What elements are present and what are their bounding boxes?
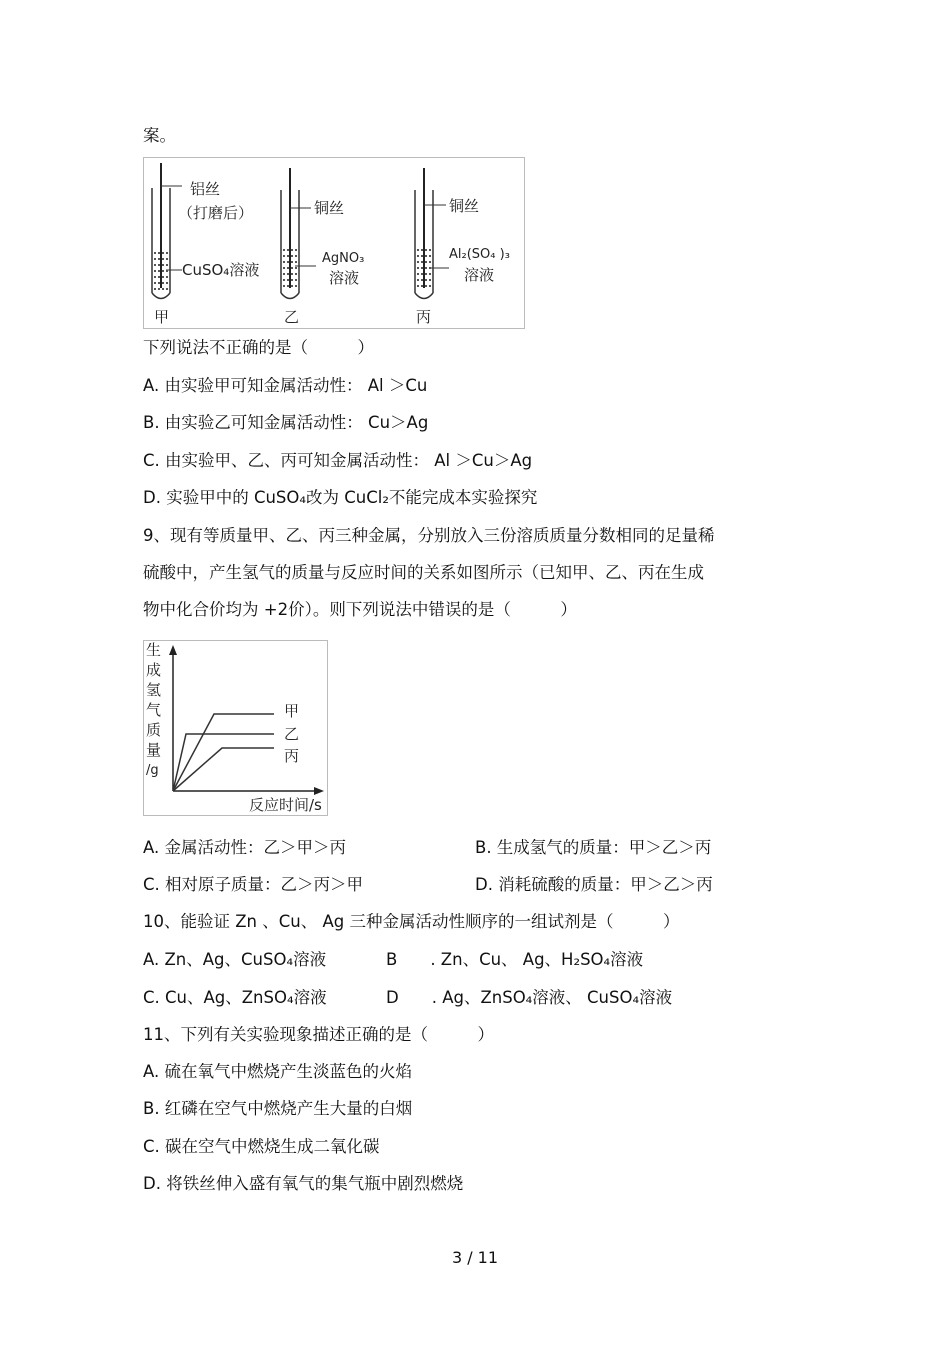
q11-option-c: C. 碳在空气中燃烧生成二氧化碳 xyxy=(143,1137,380,1156)
q10-option-a: A. Zn、Ag、CuSO₄溶液 xyxy=(143,950,327,969)
tube1-name: 甲 xyxy=(154,308,170,326)
tube2-name: 乙 xyxy=(284,308,300,326)
y-label-char-2: 成 xyxy=(146,661,162,679)
y-axis-arrow-icon xyxy=(169,645,177,655)
q10-stem: 10、能验证 Zn 、Cu、 Ag 三种金属活动性顺序的一组试剂是（ ） xyxy=(143,912,680,931)
tube2-solution-label-b: 溶液 xyxy=(329,269,360,287)
intro-tail: 案。 xyxy=(143,126,176,145)
series-bing-label: 丙 xyxy=(284,747,300,765)
q9-line-2: 硫酸中，产生氢气的质量与反应时间的关系如图所示（已知甲、乙、丙在生成 xyxy=(143,563,704,582)
tube2-wire-label: 铜丝 xyxy=(314,199,345,217)
y-label-char-5: 质 xyxy=(146,721,162,739)
q11-option-b: B. 红磷在空气中燃烧产生大量的白烟 xyxy=(143,1099,413,1118)
series-jia-label: 甲 xyxy=(284,702,300,720)
series-jia-line xyxy=(173,714,274,791)
q9-line-1: 9、现有等质量甲、乙、丙三种金属，分别放入三份溶质质量分数相同的足量稀 xyxy=(143,526,715,545)
q9-option-a: A. 金属活动性：乙＞甲＞丙 xyxy=(143,838,346,857)
q8-option-d: D. 实验甲中的 CuSO₄改为 CuCl₂不能完成本实验探究 xyxy=(143,488,538,507)
q10-option-c: C. Cu、Ag、ZnSO₄溶液 xyxy=(143,988,327,1007)
q11-stem: 11、下列有关实验现象描述正确的是（ ） xyxy=(143,1025,494,1044)
y-label-char-4: 气 xyxy=(146,701,162,719)
y-label-char-3: 氢 xyxy=(146,681,162,699)
x-axis-arrow-icon xyxy=(314,787,324,795)
y-label-char-7: /g xyxy=(146,763,159,778)
series-bing-line xyxy=(173,748,274,791)
test-tube-1-icon xyxy=(152,163,182,299)
q9-option-c: C. 相对原子质量：乙＞丙＞甲 xyxy=(143,875,364,894)
test-tube-figure xyxy=(143,157,525,329)
q9-line-3: 物中化合价均为 +2价）。则下列说法中错误的是（ ） xyxy=(143,600,577,619)
q11-option-d: D. 将铁丝伸入盛有氧气的集气瓶中剧烈燃烧 xyxy=(143,1174,464,1193)
y-label-char-6: 量 xyxy=(146,741,162,759)
series-yi-label: 乙 xyxy=(284,725,300,743)
tube3-solution-label-b: 溶液 xyxy=(464,266,495,284)
hydrogen-mass-graph xyxy=(143,640,328,816)
tube3-wire-label: 铜丝 xyxy=(449,197,480,215)
q9-option-b: B. 生成氢气的质量：甲＞乙＞丙 xyxy=(475,838,712,857)
tube3-solution-label-a: Al₂(SO₄ )₃ xyxy=(449,247,510,262)
q10-option-b: B . Zn、Cu、 Ag、H₂SO₄溶液 xyxy=(386,950,644,969)
y-label-char-1: 生 xyxy=(146,641,162,659)
x-axis-label: 反应时间/s xyxy=(249,796,322,814)
test-tube-2-icon xyxy=(281,168,316,299)
q11-option-a: A. 硫在氧气中燃烧产生淡蓝色的火焰 xyxy=(143,1062,412,1081)
tube3-name: 丙 xyxy=(416,308,432,326)
q8-stem: 下列说法不正确的是（ ） xyxy=(143,338,374,357)
q8-option-a: A. 由实验甲可知金属活动性： Al ＞Cu xyxy=(143,376,428,395)
q9-option-d: D. 消耗硫酸的质量：甲＞乙＞丙 xyxy=(475,875,713,894)
test-tube-3-icon xyxy=(415,168,449,299)
tube1-note-label: （打磨后） xyxy=(178,204,254,222)
tube1-solution-label: CuSO₄溶液 xyxy=(182,261,260,279)
tube2-solution-label-a: AgNO₃ xyxy=(322,251,365,266)
page-number: 3 / 11 xyxy=(451,1248,499,1267)
q8-option-c: C. 由实验甲、乙、丙可知金属活动性： Al ＞Cu＞Ag xyxy=(143,451,533,470)
tube1-wire-label: 铝丝 xyxy=(190,180,221,198)
q10-option-d: D . Ag、ZnSO₄溶液、 CuSO₄溶液 xyxy=(386,988,673,1007)
q8-option-b: B. 由实验乙可知金属活动性： Cu＞Ag xyxy=(143,413,429,432)
